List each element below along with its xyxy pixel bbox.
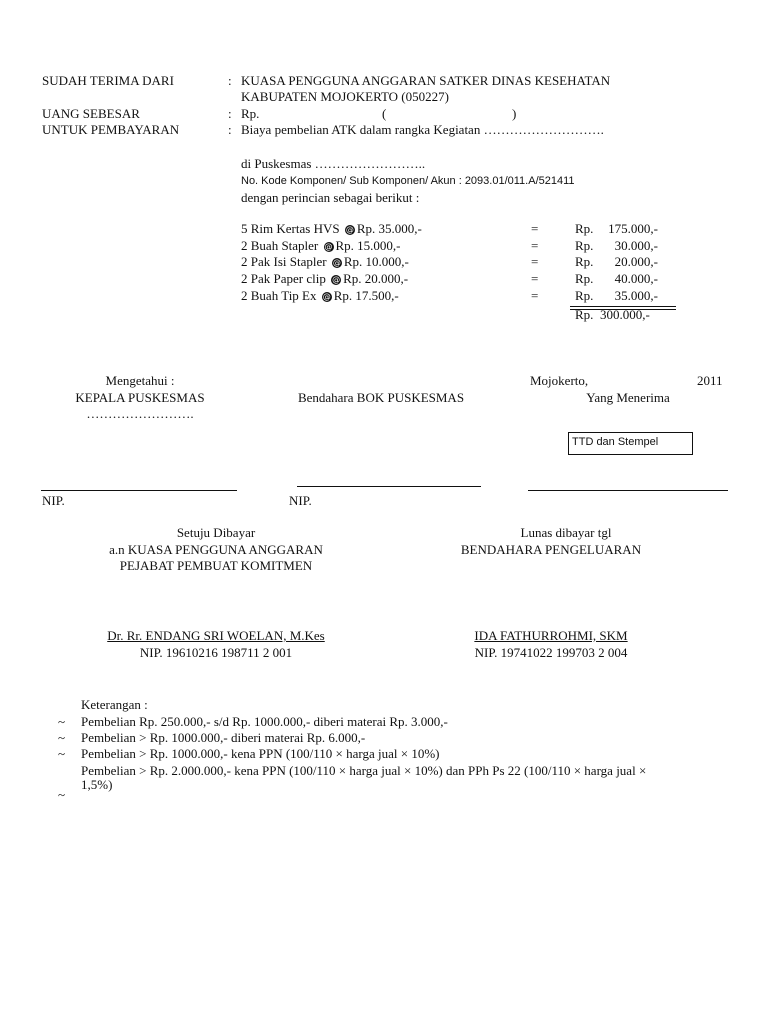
item-unit-price: Rp. 10.000,-: [343, 254, 409, 269]
stamp-box: [568, 432, 693, 455]
note-line: Pembelian > Rp. 1000.000,- kena PPN (100/110 × harga jual × 10%): [81, 746, 440, 761]
note-line: Pembelian > Rp. 2.000.000,- kena PPN (100/110 × harga jual × 10%) dan PPh Ps 22 (100/110 × harga jual ×: [81, 763, 647, 778]
city-label: Mojokerto,: [530, 373, 589, 388]
total-currency: Rp.: [575, 307, 594, 322]
official-title: PEJABAT PEMBUAT KOMITMEN: [119, 558, 313, 573]
item-currency: Rp.: [575, 288, 594, 303]
nip-label-head: NIP.: [42, 493, 65, 508]
year-label: 2011: [697, 373, 723, 388]
item-amount: 35.000,-: [614, 288, 658, 303]
at-bullet-icon: @: [332, 257, 341, 267]
item-amount: 175.000,-: [608, 221, 658, 236]
item-description: [241, 288, 399, 304]
acknowledged-label: Mengetahui :: [105, 373, 175, 388]
account-code: No. Kode Komponen/ Sub Komponen/ Akun : 2093.01/011.A/521411: [241, 175, 575, 187]
total-amount: 300.000,-: [600, 307, 650, 322]
at-bullet-icon: @: [345, 224, 354, 234]
nip-label-treasurer: NIP.: [289, 493, 312, 508]
item-amount: 30.000,-: [614, 238, 658, 253]
item-name: 2 Buah Tip Ex: [241, 288, 317, 303]
at-bullet-icon: @: [324, 241, 333, 251]
item-unit-price: Rp. 35.000,-: [356, 221, 422, 236]
item-name: 2 Buah Stapler: [241, 238, 319, 253]
at-bullet-icon: @: [322, 291, 331, 301]
note-line: Pembelian > Rp. 1000.000,- diberi materai Rp. 6.000,-: [81, 730, 366, 745]
colon: :: [228, 106, 232, 121]
official-nip: NIP. 19610216 198711 2 001: [139, 645, 293, 660]
item-currency: Rp.: [575, 221, 594, 236]
stamp-label: TTD dan Stempel: [572, 436, 659, 448]
item-equals: =: [531, 254, 539, 269]
item-unit-price: Rp. 17.500,-: [333, 288, 399, 303]
received-from-label: SUDAH TERIMA DARI: [42, 73, 174, 88]
notes-title: Keterangan :: [81, 697, 148, 712]
note-line: 1,5%): [81, 777, 113, 792]
item-currency: Rp.: [575, 254, 594, 269]
item-description: [241, 238, 401, 254]
colon: :: [228, 73, 232, 88]
expense-treasurer-title: BENDAHARA PENGELUARAN: [460, 542, 642, 557]
location-text: di Puskesmas ……………………..: [241, 156, 426, 171]
amount-words-close: ): [512, 106, 517, 121]
on-behalf-label: a.n KUASA PENGGUNA ANGGARAN: [109, 542, 323, 557]
amount-value: Rp.: [241, 106, 260, 121]
purpose-value: Biaya pembelian ATK dalam rangka Kegiatan ……………………….: [241, 122, 604, 137]
received-from-value: KUASA PENGGUNA ANGGARAN SATKER DINAS KESEHATAN: [241, 73, 611, 88]
paid-date-label: Lunas dibayar tgl: [520, 525, 612, 540]
signature-line-treasurer: [297, 486, 481, 487]
item-name: 2 Pak Isi Stapler: [241, 254, 327, 269]
note-marker: ~: [58, 714, 66, 729]
item-currency: Rp.: [575, 271, 594, 286]
note-marker: ~: [58, 787, 66, 802]
item-description: [241, 221, 422, 237]
treasurer-title: Bendahara BOK PUSKESMAS: [297, 390, 465, 405]
signature-line-head: [41, 490, 237, 491]
item-unit-price: Rp. 20.000,-: [343, 271, 409, 286]
head-title: KEPALA PUSKESMAS: [75, 390, 205, 405]
approval-label: Setuju Dibayar: [176, 525, 256, 540]
purpose-label: UNTUK PEMBAYARAN: [42, 122, 180, 137]
item-name: 2 Pak Paper clip: [241, 271, 326, 286]
head-dots: …………………….: [86, 406, 194, 421]
at-bullet-icon: @: [332, 274, 341, 284]
official-name: Dr. Rr. ENDANG SRI WOELAN, M.Kes: [107, 628, 325, 643]
item-name: 5 Rim Kertas HVS: [241, 221, 340, 236]
note-marker: ~: [58, 746, 66, 761]
item-amount: 20.000,-: [614, 254, 658, 269]
recipient-label: Yang Menerima: [586, 390, 670, 405]
treasurer-nip: NIP. 19741022 199703 2 004: [474, 645, 628, 660]
colon: :: [228, 122, 232, 137]
item-description: [241, 254, 409, 270]
item-equals: =: [531, 221, 539, 236]
item-equals: =: [531, 288, 539, 303]
item-equals: =: [531, 271, 539, 286]
item-description: [241, 271, 408, 287]
amount-words-open: (: [382, 106, 387, 121]
details-intro: dengan perincian sebagai berikut :: [241, 190, 420, 205]
signature-line-recipient: [528, 490, 728, 491]
item-amount: 40.000,-: [614, 271, 658, 286]
item-equals: =: [531, 238, 539, 253]
amount-label: UANG SEBESAR: [42, 106, 140, 121]
note-marker: ~: [58, 730, 66, 745]
received-from-value-line2: KABUPATEN MOJOKERTO (050227): [241, 89, 449, 104]
item-unit-price: Rp. 15.000,-: [335, 238, 401, 253]
item-currency: Rp.: [575, 238, 594, 253]
note-line: Pembelian Rp. 250.000,- s/d Rp. 1000.000,- diberi materai Rp. 3.000,-: [81, 714, 448, 729]
treasurer-name: IDA FATHURROHMI, SKM: [474, 628, 628, 643]
